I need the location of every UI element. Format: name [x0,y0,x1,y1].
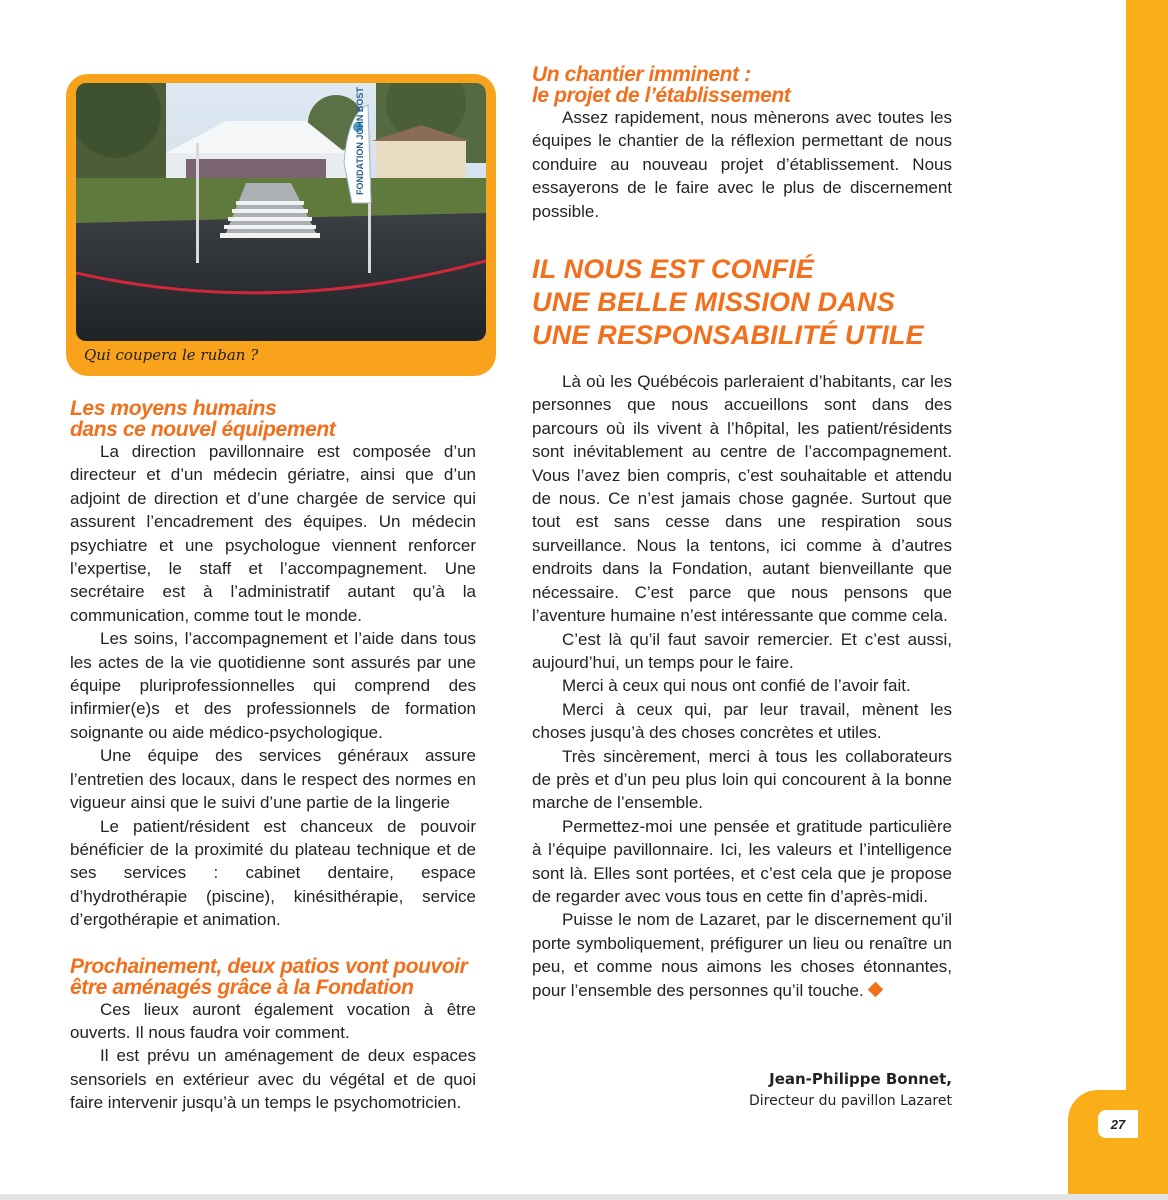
paragraph: Le patient/résident est chanceux de pouvoir bénéficier de la proximité du plateau technique et de ses services : cabinet dentaire, espace d’hydrothérapie (piscine), kinésithérapie, service d’ergothérapie et animation. [70,816,476,930]
bottom-edge [0,1194,1168,1200]
paragraph: Merci à ceux qui nous ont confié de l’avoir fait. [562,676,911,696]
section-heading-mission: IL NOUS EST CONFIÉ UNE BELLE MISSION DANS UNE RESPONSABILITÉ UTILE [532,254,924,351]
paragraph: Là où les Québécois parleraient d’habitants, car les personnes que nous accueillons sont dans des parcours où ils vivent à l’hôpital, les patient/résidents sont inévitablement au centre de l’accompagnement. Vous l’avez bien compris, c’est souhaitable et attendu de nous. Ce n’est jamais chose gagnée. Surtout que tout est sans cesse dans une respiration sous surveillance. Nous la tentons, ici comme à d’autres endroits dans la Fondation, autant bienveillante que nécessaire. C’est parce que nous pensons que l’aventure humaine n’est intéressante que comme cela. [532,372,952,626]
section-heading-moyens: Les moyens humains dans ce nouvel équipement [70,397,336,441]
signature [700,1068,952,1112]
right-column [532,64,952,1002]
paragraph: Très sincèrement, merci à tous les collaborateurs de près et d’un peu plus loin qui concourent à la bonne marche de l’ensemble. [532,746,952,813]
section-heading-patios: Prochainement, deux patios vont pouvoir être aménagés grâce à la Fondation [70,954,468,999]
paragraph: Une équipe des services généraux assure l’entretien des locaux, dans le respect des normes en vigueur ainsi que le suivi d’une partie de la lingerie [70,746,476,813]
paragraph: La direction pavillonnaire est composée d’un directeur et d’un médecin gériatre, ainsi que d’un adjoint de direction et d’une chargée de service qui assurent l’encadrement des équipes. Un médecin psychiatre et une psychologue viennent renforcer l’expertise, le staff et l’accompagnement. Une secrétaire est à l’administratif autant qu’à la communication, comme tout le monde. [70,442,476,625]
paragraph-last: Puisse le nom de Lazaret, par le discernement qu’il porte symboliquement, préfigurer un lieu ou renaître un peu, et comme nous aimons les choses étonnantes, pour l’ensemble des personnes qu’il touche. [532,910,952,1000]
signature-name: Jean-Philippe Bonnet, [769,1070,952,1088]
section-heading-chantier: Un chantier imminent : le projet de l’établissement [532,63,791,107]
paragraph: C’est là qu’il faut savoir remercier. Et c’est aussi, aujourd’hui, un temps pour le faire. [532,629,952,672]
page-number: 27 [1098,1110,1138,1138]
paragraph: Les soins, l’accompagnement et l’aide dans tous les actes de la vie quotidienne sont assurés par une équipe pluriprofessionnelles qui comprend des infirmier(e)s et des professionnels de formation soignante ou aide médico-psychologique. [70,629,476,742]
paragraph: Il est prévu un aménagement de deux espaces sensoriels en extérieur avec du végétal et de quoi faire intervenir jusqu’à un temps le psychomotricien. [70,1046,476,1113]
banner-text: FONDATION JOHN BOST [355,87,365,195]
paragraph: Assez rapidement, nous mènerons avec toutes les équipes le chantier de la réflexion permettant de nous conduire au nouveau projet d’établissement. Nous essayerons de le faire avec le plus de discernement possible. [532,108,952,221]
ribbon-photo [76,83,486,341]
paragraph: Merci à ceux qui, par leur travail, mènent les choses jusqu’à des choses concrètes et utiles. [532,699,952,743]
paragraph: Permettez-moi une pensée et gratitude particulière à l’équipe pavillonnaire. Ici, les valeurs et l’intelligence sont là. Elles sont portées, et c’est cela que je propose de regarder avec vous tous en cette fin d’après-midi. [532,816,952,906]
signature-role: Directeur du pavillon Lazaret [749,1093,952,1109]
photo-caption: Qui coupera le ruban ? [84,346,259,364]
page-corner-tab [1068,1090,1126,1200]
paragraph: Ces lieux auront également vocation à être ouverts. Il nous faudra voir comment. [70,999,476,1042]
left-column [70,398,476,1115]
end-diamond-icon [867,981,883,997]
page-side-band [1126,0,1168,1200]
